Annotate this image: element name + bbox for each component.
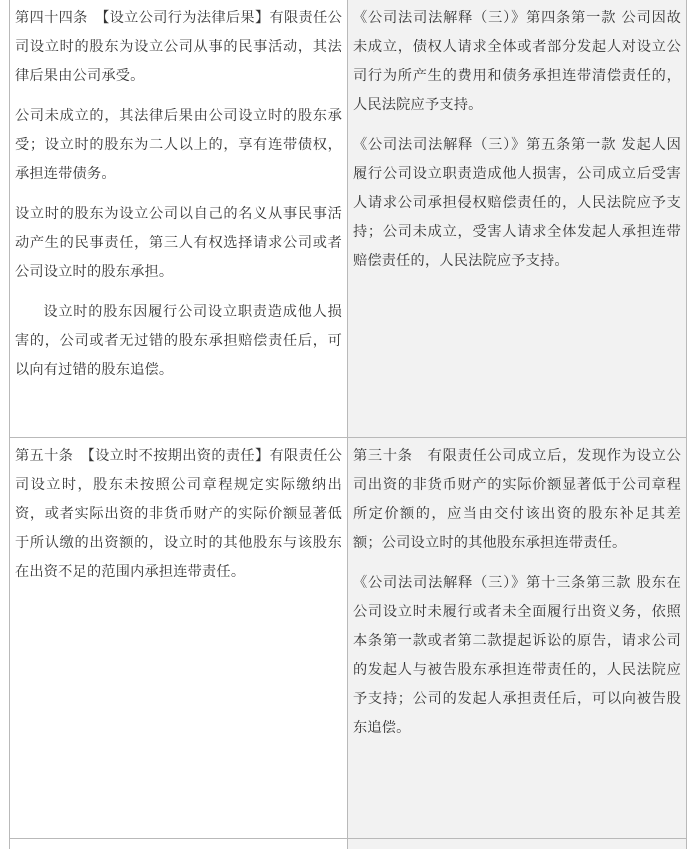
old-law-cell: [348, 839, 687, 849]
article-paragraph: 公司未成立的，其法律后果由公司设立时的股东承受；设立时的股东为二人以上的，享有连带债权，承担连带债务。: [15, 102, 342, 189]
old-law-cell: [348, 0, 687, 438]
new-law-cell: [10, 0, 348, 438]
old-law-cell: [348, 438, 687, 839]
article-paragraph: 第五十条 【设立时不按期出资的责任】有限责任公司设立时，股东未按照公司章程规定实际缴纳出资，或者实际出资的非货币财产的实际价额显著低于所认缴的出资额的，设立时的其他股东与该股东在出资不足的范围内承担连带责任。: [15, 442, 342, 587]
article-paragraph: 第四十四条 【设立公司行为法律后果】有限责任公司设立时的股东为设立公司从事的民事活动，其法律后果由公司承受。: [15, 4, 342, 91]
table-row: [10, 438, 687, 839]
article-paragraph: 设立时的股东为设立公司以自己的名义从事民事活动产生的民事责任，第三人有权选择请求公司或者公司设立时的股东承担。: [15, 200, 342, 287]
article-paragraph: 《公司法司法解释（三）》第五条第一款 发起人因履行公司设立职责造成他人损害，公司成立后受害人请求公司承担侵权赔偿责任的，人民法院应予支持；公司未成立，受害人请求全体发起人承担连带赔偿责任的，人民法院应予支持。: [353, 131, 681, 276]
article-paragraph: 《公司法司法解释（三）》第四条第一款 公司因故未成立，债权人请求全体或者部分发起人对设立公司行为所产生的费用和债务承担连带清偿责任的，人民法院应予支持。: [353, 4, 681, 120]
article-paragraph: 第三十条 有限责任公司成立后，发现作为设立公司出资的非货币财产的实际价额显著低于公司章程所定价额的，应当由交付该出资的股东补足其差额；公司设立时的其他股东承担连带责任。: [353, 442, 681, 558]
table-row: [10, 839, 687, 849]
new-law-cell: [10, 438, 348, 839]
new-law-cell: [10, 839, 348, 849]
table-row: [10, 0, 687, 438]
article-paragraph: 设立时的股东因履行公司设立职责造成他人损害的，公司或者无过错的股东承担赔偿责任后，可以向有过错的股东追偿。: [15, 298, 342, 385]
article-paragraph: 《公司法司法解释（三）》第十三条第三款 股东在公司设立时未履行或者未全面履行出资义务，依照本条第一款或者第二款提起诉讼的原告，请求公司的发起人与被告股东承担连带责任的，人民法院应予支持；公司的发起人承担责任后，可以向被告股东追偿。: [353, 569, 681, 743]
law-comparison-table: [9, 0, 687, 849]
